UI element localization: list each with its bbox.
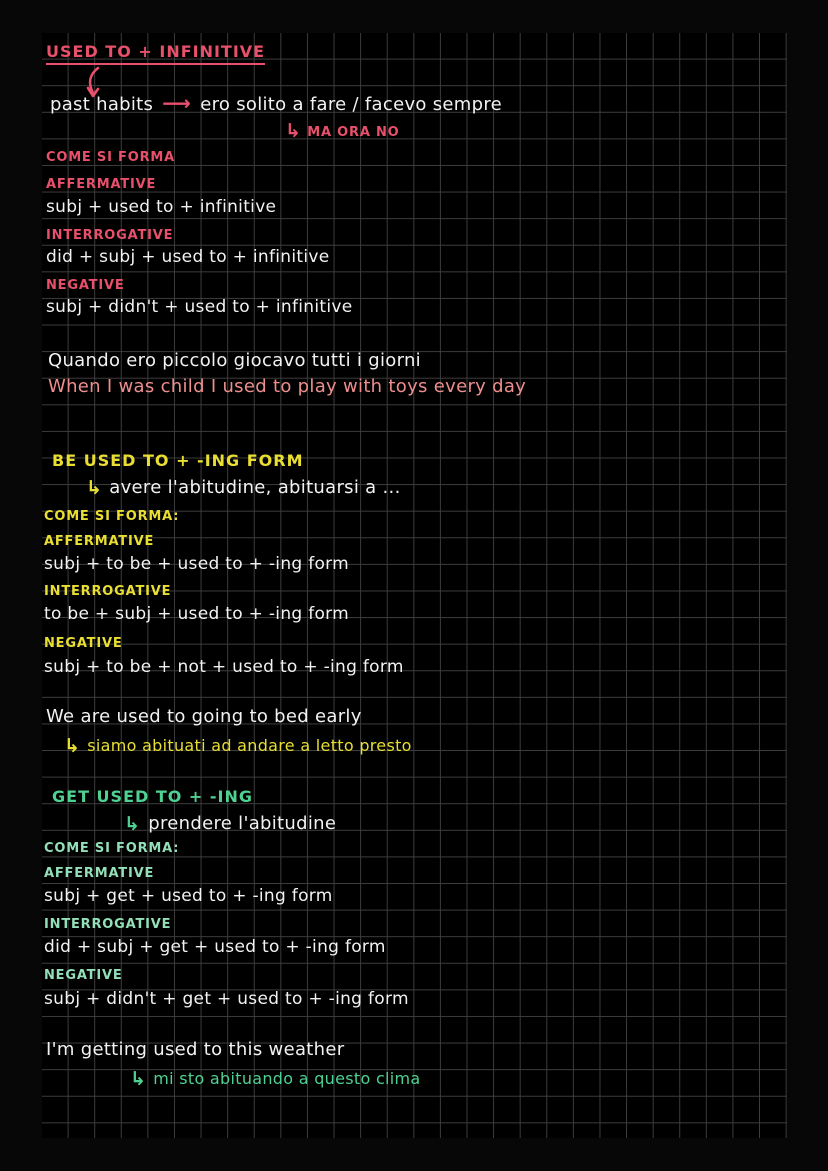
negative-label: NEGATIVE: [44, 968, 123, 983]
negative-label: NEGATIVE: [46, 278, 125, 293]
get-meaning-text: prendere l'abitudine: [148, 813, 337, 834]
negative-formula: subj + didn't + used to + infinitive: [46, 297, 353, 317]
negative-label: NEGATIVE: [44, 636, 123, 651]
right-arrow-icon: ⟶: [162, 91, 192, 115]
interrogative-label: INTERROGATIVE: [46, 228, 174, 243]
note-text: MA ORA NO: [307, 125, 400, 140]
get-example-italian-line: [130, 1067, 421, 1089]
past-habits-text: past habits: [50, 94, 154, 115]
hook-arrow-icon: ↳: [124, 813, 141, 835]
interrogative-label: INTERROGATIVE: [44, 917, 172, 932]
be-example-italian: siamo abituati ad andare a letto presto: [87, 736, 412, 755]
interrogative-formula: to be + subj + used to + -ing form: [44, 604, 350, 624]
section-get-used-to-title: GET USED TO + -ING: [52, 787, 254, 806]
notebook-page: [42, 33, 787, 1138]
be-meaning-line: [86, 476, 401, 498]
negative-formula: subj + to be + not + used to + -ing form: [44, 657, 404, 677]
get-example-english: I'm getting used to this weather: [46, 1039, 345, 1060]
affirmative-formula: subj + used to + infinitive: [46, 197, 277, 217]
be-example-italian-line: [64, 734, 412, 756]
come-si-forma-label: COME SI FORMA:: [44, 841, 180, 856]
negative-formula: subj + didn't + get + used to + -ing form: [44, 989, 409, 1009]
affirmative-formula: subj + get + used to + -ing form: [44, 886, 333, 906]
interrogative-formula: did + subj + used to + infinitive: [46, 247, 330, 267]
meaning-italian-text: ero solito a fare / facevo sempre: [200, 94, 503, 115]
affirmative-formula: subj + to be + used to + -ing form: [44, 554, 350, 574]
affirmative-label: AFFERMATIVE: [44, 866, 155, 881]
section-be-used-to-title: BE USED TO + -ING FORM: [52, 451, 304, 470]
come-si-forma-label: COME SI FORMA:: [44, 509, 180, 524]
example-italian: Quando ero piccolo giocavo tutti i giorni: [48, 350, 421, 371]
come-si-forma-label: COME SI FORMA: [46, 150, 175, 165]
hook-arrow-icon: ↳: [86, 477, 103, 499]
example-english: When I was child I used to play with toys every day: [48, 376, 527, 397]
affirmative-label: AFFERMATIVE: [46, 177, 157, 192]
section-used-to-title: [46, 42, 265, 61]
be-example-english: We are used to going to bed early: [46, 706, 362, 727]
get-meaning-line: [124, 812, 336, 834]
hook-arrow-icon: ↳: [130, 1068, 147, 1090]
be-meaning-text: avere l'abitudine, abituarsi a ...: [109, 477, 401, 498]
interrogative-formula: did + subj + get + used to + -ing form: [44, 937, 386, 957]
hook-arrow-icon: ↳: [64, 735, 81, 757]
past-habits-line: [50, 91, 502, 115]
affirmative-label: AFFERMATIVE: [44, 534, 155, 549]
hook-arrow-icon: ↳: [285, 120, 302, 142]
get-example-italian: mi sto abituando a questo clima: [153, 1069, 421, 1088]
section-title-text: USED TO + INFINITIVE: [46, 42, 265, 65]
interrogative-label: INTERROGATIVE: [44, 584, 172, 599]
ma-ora-no-note: [285, 119, 400, 141]
